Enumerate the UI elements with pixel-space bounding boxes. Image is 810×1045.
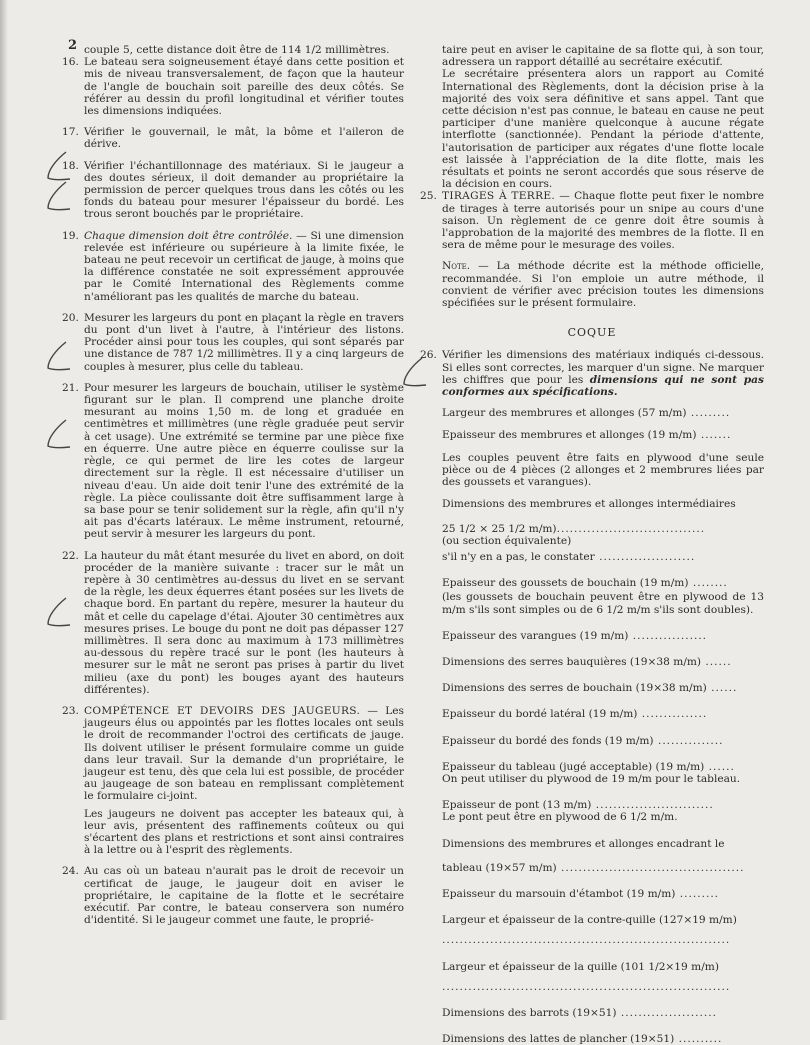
fill-line: ............... <box>653 734 724 747</box>
item-number: 23. <box>62 704 79 717</box>
item-text <box>442 190 764 251</box>
fill-line: .......................................... <box>556 861 745 874</box>
item-22 <box>62 550 404 696</box>
fill-line: ........................... <box>591 799 714 812</box>
tableau-plywood-note: On peut utiliser du plywood de 19 m/m pour le tableau. <box>442 772 741 785</box>
form-field-encadrant-label: Dimensions des membrures et allonges encadrant le <box>442 837 725 850</box>
quille-fill-line[interactable] <box>420 981 764 993</box>
equivalent-section-note: (ou section équivalente) <box>442 534 572 547</box>
item-21 <box>62 382 404 541</box>
pont-plywood-note: Le pont peut être en plywood de 6 1/2 m/m. <box>442 811 678 824</box>
item-number: 21. <box>62 381 79 394</box>
form-field-contre-quille: Largeur et épaisseur de la contre-quille (127×19 m/m) <box>442 914 737 927</box>
field-label: Dimensions des serres bauquières (19×38 m/m) <box>442 655 702 668</box>
form-field-barrots[interactable] <box>420 1007 764 1019</box>
fill-line: ................. <box>628 629 708 642</box>
item-25 <box>420 190 764 251</box>
fill-line: ...................... <box>594 550 696 563</box>
item-title: TIRAGES À TERRE. <box>442 190 556 203</box>
form-field-borde-fonds[interactable] <box>420 735 764 747</box>
item-text: Mesurer les largeurs du pont en plaçant la règle en travers du pont d'un livet à l'autre, à l'intérieur des listons. Procéder ainsi pour tous les couples, qui sont séparés par une distance de 787 1/2 millimètres. Il y a cinq largeurs de couples à mesurer, plus celle du tableau. <box>84 311 404 373</box>
fill-line: ............... <box>637 708 708 721</box>
note-text: — La méthode décrite est la méthode officielle, recommandée. Si l'on emploie un autre méthode, il convient de vérifier avec précision toutes les dimensions spécifiées sur le présent formulaire. <box>442 260 764 310</box>
item-text: Pour mesurer les largeurs de bouchain, utiliser le système figurant sur le plan. Il comprend une planche droite mesurant au moins 1,50 m. de long et graduée en centimètres et millimètres (une règle graduée peut servir à cet usage). Une extrémité se termine par une pièce fixe en équerre. Une autre pièce en équerre coulisse sur la règle, ce qui permet de lire les cotes de largeur directement sur la règle. Il est nécessaire d'utiliser un niveau d'eau. Un aide doit tenir l'une des extrémité de la règle. La pièce coulissante doit être suffisamment large à sa base pour se tenir solidement sur la règle, afin qu'il n'y ait pas d'écarts latéraux. Le même instrument, retourné, peut servir à mesurer les largeurs du pont. <box>84 381 404 541</box>
item-24 <box>62 865 404 926</box>
item-16 <box>62 56 404 117</box>
item-body: Vérifier les dimensions des matériaux indiqués ci-dessous. Si elles sont correctes, les marquer d'un signe. Ne marquer les chiffres que pour les <box>442 349 764 386</box>
form-field-marsouin[interactable] <box>420 888 764 900</box>
fill-line: .................................................................. <box>442 934 731 947</box>
item-number: 22. <box>62 549 79 562</box>
item-emphasis: dimensions qui ne sont pas conformes aux spécifications. <box>442 373 764 399</box>
field-label: Dimensions des barrots (19×51) <box>442 1006 617 1019</box>
right-column <box>420 44 764 1045</box>
gousset-plywood-note: (les goussets de bouchain peuvent être en plywood de 13 m/m s'ils sont simples ou de 6 1/2 m/m s'ils sont doubles). <box>442 591 764 616</box>
item-number: 17. <box>62 126 79 139</box>
form-field-borde-lateral[interactable] <box>420 708 764 720</box>
field-label: Epaisseur des goussets de bouchain (19 m/m) <box>442 577 689 590</box>
page-number: 2 <box>68 38 78 53</box>
page-edge-shadow <box>0 0 8 1020</box>
item-text <box>84 230 404 303</box>
fill-line: ........ <box>688 577 728 590</box>
paragraph-15-continued: couple 5, cette distance doit être de 114 1/2 millimètres. <box>84 44 390 56</box>
item-body: — Chaque flotte peut fixer le nombre de tirages à terre autorisés pour un snipe au cours d'une saison. Un règlement de ce genre doit être soumis à l'approbation de la majorité des membres de la flotte. Il en sera de même pour le mesurage des voiles. <box>442 190 764 252</box>
item-text <box>84 705 404 803</box>
item-18 <box>62 160 404 221</box>
contre-quille-fill-line[interactable] <box>420 934 764 946</box>
form-field-pont[interactable] <box>420 799 764 811</box>
fill-line: ...... <box>701 655 732 668</box>
note-paragraph <box>420 260 764 309</box>
item-17 <box>62 126 404 150</box>
item-number: 19. <box>62 229 79 242</box>
item-body: — Si une dimension relevée est inférieure ou supérieure à la limite fixée, le bateau ne peut recevoir un certificat de jauge, à moins que la différence constatée ne soit expressément approuvée par le Comité International des Règlements comme n'améliorant pas les qualités de marche du bateau. <box>84 229 404 303</box>
paragraph-24-continued: taire peut en aviser le capitaine de sa flotte qui, à son tour, adressera un rapport détaillé au secrétaire exécutif. <box>442 44 764 69</box>
form-field-quille: Largeur et épaisseur de la quille (101 1/2×19 m/m) <box>442 960 719 973</box>
field-label: Dimensions des lattes de plancher (19×51) <box>442 1033 675 1045</box>
field-label: Epaisseur des membrures et allonges (19 m/m) <box>442 429 697 442</box>
item-number: 26. <box>420 349 437 362</box>
item-19 <box>62 230 404 303</box>
field-label: s'il n'y en a pas, le constater <box>442 550 595 563</box>
fill-line: ......... <box>686 407 731 420</box>
field-label: Dimensions des serres de bouchain (19×38 m/m) <box>442 682 707 695</box>
form-field-intermediate-label: Dimensions des membrures et allonges intermédiaires <box>442 498 736 511</box>
item-text: La hauteur du mât étant mesurée du livet en abord, on doit procéder de la manière suivante : tracer sur le mât un repère à 30 centimètres au-dessus du livet en se servant de la règle, les deux équerres étant posées sur les livets de chaque bord. En partant du repère, mesurer la hauteur du mât et celle du capelage d'étai. Ajouter 30 centimètres aux mesures prises. Le bouge du pont ne doit pas dépasser 127 millimètres. Il sera donc au maximum à 173 millimètres au-dessous du repère tracé sur le pont (les hauteurs à mesurer sur le mât ne seront pas prises à partir du livet milieu (axe du pont) les bouges ayant des hauteurs différentes). <box>84 549 404 696</box>
item-26 <box>420 349 764 398</box>
item-23 <box>62 705 404 856</box>
fill-line: .......... <box>674 1033 723 1045</box>
item-body: — Les jaugeurs élus ou appointés par les flottes locales ont seuls le droit de recommander l'octroi des certificats de jauge. Ils doivent utiliser le présent formulaire comme un guide dans leur travail. Sur la demande d'un propriétaire, le jaugeur est tenu, dès que cela lui est possible, de procéder au jaugeage de son bateau en remplissant complètement le formulaire ci-joint. <box>84 704 404 803</box>
fill-line: .................................. <box>556 522 706 535</box>
fill-line: ...... <box>706 682 738 695</box>
item-number: 20. <box>62 311 79 324</box>
item-text: Vérifier l'échantillonnage des matériaux. Si le jaugeur a des doutes sérieux, il doit demander au propriétaire la permission de percer quelques trous dans les côtés ou les fonds du bateau pour mesurer l'épaisseur du bordé. Les trous seront bouchés par le propriétaire. <box>84 159 404 221</box>
item-number: 18. <box>62 159 79 172</box>
field-label: 25 1/2 × 25 1/2 m/m) <box>442 522 557 535</box>
form-field-gousset-bouchain[interactable] <box>420 577 764 589</box>
form-field-membrure-thickness[interactable] <box>420 429 764 441</box>
field-label: Epaisseur du marsouin d'étambot (19 m/m) <box>442 887 676 900</box>
form-field-serres-bouchain[interactable] <box>420 682 764 694</box>
form-field-membrure-width[interactable] <box>420 407 764 419</box>
form-field-serres-bauquieres[interactable] <box>420 656 764 668</box>
item-number: 16. <box>62 56 79 69</box>
fill-line: ...... <box>704 760 735 773</box>
item-title: COMPÉTENCE ET DEVOIRS DES JAUGEURS. <box>84 704 361 717</box>
field-label: Epaisseur du bordé des fonds (19 m/m) <box>442 734 654 747</box>
item-text: Au cas où un bateau n'aurait pas le droit de recevoir un certificat de jauge, le jaugeur doit en aviser le propriétaire, le capitaine de la flotte et le secrétaire exécutif. Par contre, le bateau conservera son numéro d'identité. Si le jaugeur commet une faute, le proprié- <box>84 865 404 927</box>
field-label: Largeur des membrures et allonges (57 m/m) <box>442 407 687 420</box>
item-text: Vérifier le gouvernail, le mât, la bôme et l'aileron de dérive. <box>84 126 404 151</box>
item-title: Chaque dimension doit être contrôlée. <box>84 229 293 242</box>
item-text: Le bateau sera soigneusement étayé dans cette position et mis de niveau transversalement, de façon que la hauteur de l'angle de bouchain soit pareille des deux côtés. Se référer au dessin du profil longitudinal et vérifier toutes les dimensions indiquées. <box>84 56 404 118</box>
field-label: Epaisseur des varangues (19 m/m) <box>442 629 629 642</box>
form-field-lattes[interactable] <box>420 1033 764 1045</box>
item-text <box>442 349 764 398</box>
section-title-coque: COQUE <box>567 326 617 340</box>
field-label: Epaisseur de pont (13 m/m) <box>442 799 592 812</box>
paragraph-24-continued-2: Le secrétaire présentera alors un rapport au Comité International des Règlements, dont la décision prise à la majorité des voix sera définitive et sans appel. Tant que cette décision n'est pas connue, le bateau en cause ne peut participer d'une manière quelconque à aucune régate interflotte (sanctionnée). Pendant la période d'attente, l'autorisation de participer aux régates d'une flotte locale est laissée à l'appréciation de la dite flotte, mais les résultats et points ne seront accordés que sous réserve de la décision en cours. <box>442 68 764 191</box>
form-field-absent[interactable] <box>420 551 764 563</box>
item-number: 24. <box>62 865 79 878</box>
left-column <box>62 44 404 935</box>
form-field-intermediate-size[interactable] <box>420 523 764 535</box>
form-field-varangues[interactable] <box>420 630 764 642</box>
fill-line: ...................... <box>616 1006 717 1019</box>
field-label: Epaisseur du bordé latéral (19 m/m) <box>442 708 638 721</box>
field-label: tableau (19×57 m/m) <box>442 861 557 874</box>
plywood-note: Les couples peuvent être faits en plywood d'une seule pièce ou de 4 pièces (2 allonges et 2 membrures liées par des goussets et varangues). <box>442 451 764 489</box>
form-field-tableau[interactable] <box>420 761 764 773</box>
fill-line: ......... <box>675 887 720 900</box>
item-number: 25. <box>420 190 437 203</box>
form-field-encadrant-tableau[interactable] <box>420 862 764 874</box>
item-text-paragraph-2: Les jaugeurs ne doivent pas accepter les bateaux qui, à leur avis, présentent des raffinements coûteux ou qui s'écartent des plans et restrictions et sont ainsi contraires à la lettre ou à l'esprit des règlements. <box>84 807 404 857</box>
field-label: Epaisseur du tableau (jugé acceptable) (19 m/m) <box>442 760 705 773</box>
fill-line: ....... <box>696 429 732 442</box>
fill-line: .................................................................. <box>442 980 731 993</box>
item-20 <box>62 312 404 373</box>
note-label: Note. <box>442 260 471 273</box>
